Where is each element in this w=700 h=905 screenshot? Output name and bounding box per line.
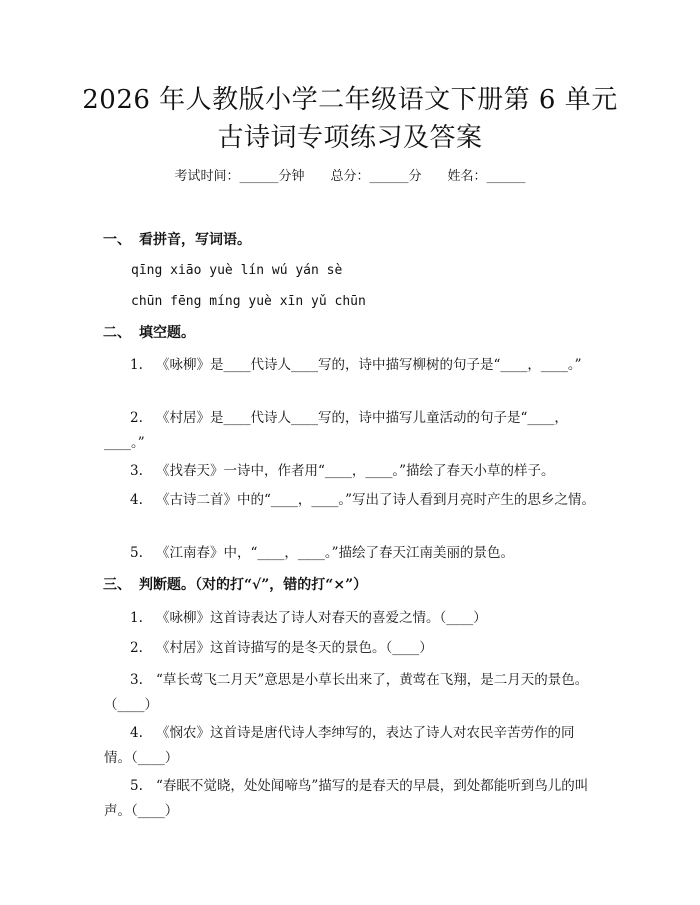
true-false-item-4: 4. 《悯农》这首诗是唐代诗人李绅写的，表达了诗人对农民辛苦劳作的同情。（____） xyxy=(104,725,575,766)
fill-blank-item-2: 2. 《村居》是____代诗人____写的，诗中描写儿童活动的句子是“____，____。” xyxy=(104,410,568,451)
page-title-line-2: 古诗词专项练习及答案 xyxy=(217,123,483,153)
page-title-line-1: 2026 年人教版小学二年级语文下册第 6 单元 xyxy=(82,85,618,115)
fill-blank-item-3: 3. 《找春天》一诗中，作者用“____，____。”描绘了春天小草的样子。 xyxy=(130,463,555,479)
total-score-field: 总分：______分 xyxy=(330,169,422,184)
student-name-field: 姓名：______ xyxy=(447,169,526,184)
section-heading-1: 一、 看拼音，写词语。 xyxy=(103,232,251,248)
true-false-item-2: 2. 《村居》这首诗描写的是冬天的景色。（____） xyxy=(130,640,433,656)
fill-blank-item-5: 5. 《江南春》中，“____，____。”描绘了春天江南美丽的景色。 xyxy=(130,545,515,561)
section-heading-2: 二、 填空题。 xyxy=(103,325,195,341)
true-false-item-1: 1. 《咏柳》这首诗表达了诗人对春天的喜爱之情。（____） xyxy=(130,610,487,626)
fill-blank-item-4: 4. 《古诗二首》中的“____，____。”写出了诗人看到月亮时产生的思乡之情。 xyxy=(130,492,596,508)
true-false-item-5: 5. “春眠不觉晓，处处闻啼鸟”描写的是春天的早晨，到处都能听到鸟儿的叫声。（____） xyxy=(104,778,589,819)
pinyin-line-2: chūn fēng míng yuè xīn yǔ chūn xyxy=(131,294,366,309)
exam-meta xyxy=(0,168,700,186)
fill-blank-item-1: 1. 《咏柳》是____代诗人____写的，诗中描写柳树的句子是“____，____。” xyxy=(130,357,582,373)
pinyin-line-1: qīng xiāo yuè lín wú yán sè xyxy=(131,263,343,278)
exam-time-field: 考试时间：______分钟 xyxy=(174,169,305,184)
true-false-item-3: 3. “草长莺飞二月天”意思是小草长出来了，黄莺在飞翔，是二月天的景色。（____） xyxy=(104,672,589,713)
section-heading-3: 三、 判断题。（对的打“√”，错的打“×”） xyxy=(103,577,368,593)
